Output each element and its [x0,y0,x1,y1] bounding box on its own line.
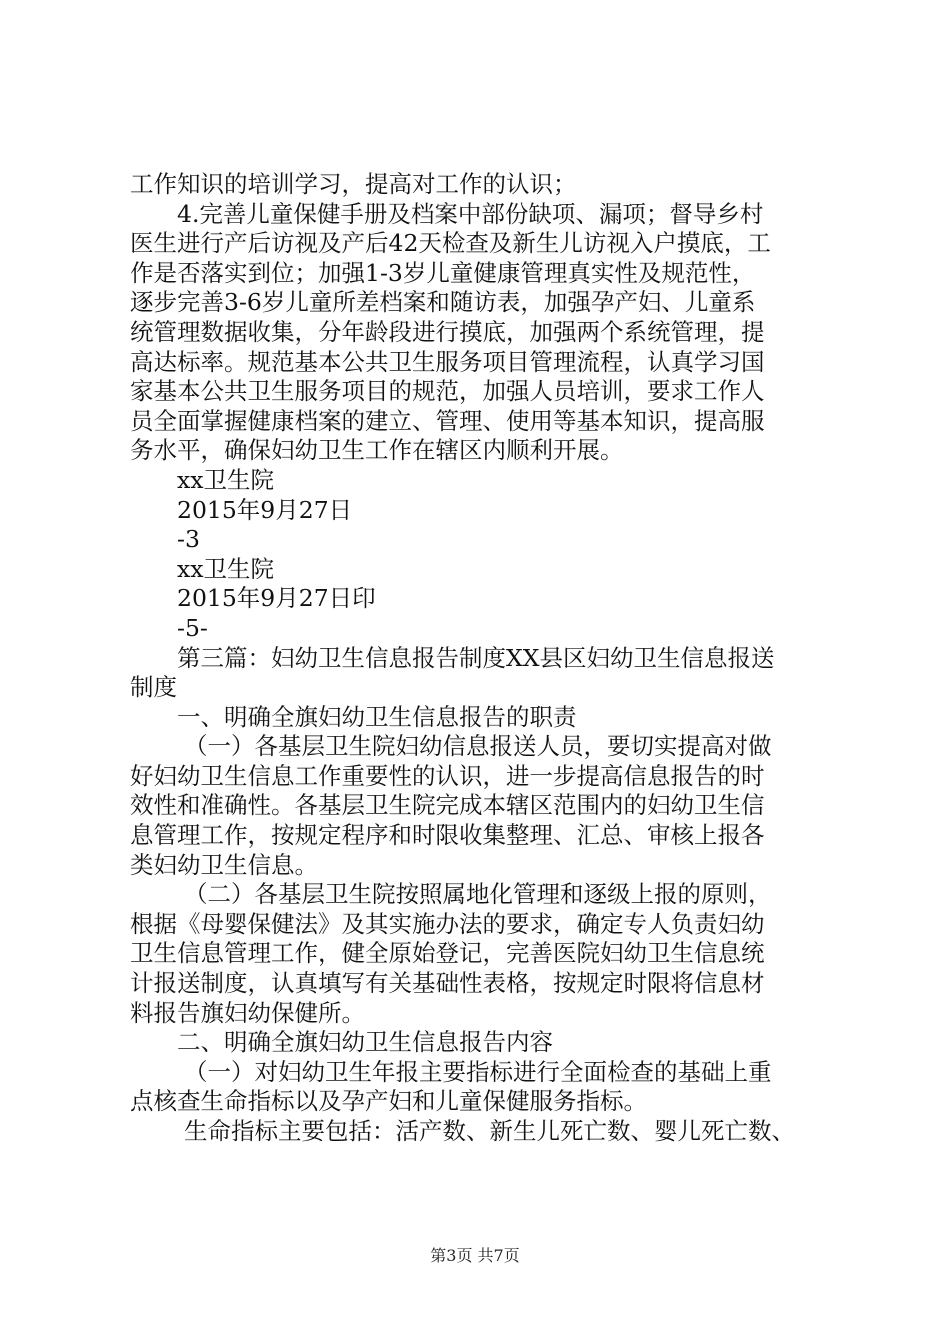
section-title: 第三篇：妇幼卫生信息报告制度XX县区妇幼卫生信息报送 [177,643,775,672]
text-line: 计报送制度，认真填写有关基础性表格，按规定时限将信息材 [130,969,765,998]
text-line: 务水平，确保妇幼卫生工作在辖区内顺利开展。 [130,436,624,465]
text-line: 点核查生命指标以及孕产妇和儿童保健服务指标。 [130,1087,647,1116]
text-line: 效性和准确性。各基层卫生院完成本辖区范围内的妇幼卫生信 [130,791,765,820]
text-line: 员全面掌握健康档案的建立、管理、使用等基本知识，提高服 [130,406,765,435]
text-line: （一）对妇幼卫生年报主要指标进行全面检查的基础上重 [184,1057,772,1086]
text-line: 作是否落实到位；加强1-3岁儿童健康管理真实性及规范性， [130,258,756,287]
text-line: 医生进行产后访视及产后42天检查及新生儿访视入户摸底，工 [130,229,771,258]
text-line: （二）各基层卫生院按照属地化管理和逐级上报的原则， [184,880,772,909]
page-footer: 第3页 共7页 [430,1246,520,1265]
signature-org: xx卫生院 [177,465,275,494]
page-marker: -3 [177,525,200,554]
text-line: 逐步完善3-6岁儿童所差档案和随访表，加强孕产妇、儿童系 [130,288,756,317]
text-line: 根据《母婴保健法》及其实施办法的要求，确定专人负责妇幼 [130,909,765,938]
text-line: 卫生信息管理工作，健全原始登记，完善医院妇幼卫生信息统 [130,939,765,968]
signature-org: xx卫生院 [177,554,275,583]
signature-date: 2015年9月27日 [177,495,353,524]
text-line: 好妇幼卫生信息工作重要性的认识，进一步提高信息报告的时 [130,761,765,790]
section-title: 制度 [130,673,177,702]
heading: 二、明确全旗妇幼卫生信息报告内容 [177,1028,553,1057]
text-line: 工作知识的培训学习，提高对工作的认识； [130,170,577,198]
text-line: 4.完善儿童保健手册及档案中部份缺项、漏项；督导乡村 [177,199,764,228]
page-marker: -5- [177,613,208,642]
document-body [130,170,835,1147]
text-line: 息管理工作，按规定程序和时限收集整理、汇总、审核上报各 [130,821,765,850]
heading: 一、明确全旗妇幼卫生信息报告的职责 [177,702,577,731]
text-line: 统管理数据收集，分年龄段进行摸底，加强两个系统管理，提 [130,317,765,346]
text-line: 类妇幼卫生信息。 [130,850,318,879]
text-line: 料报告旗妇幼保健所。 [130,998,365,1027]
signature-date: 2015年9月27日印 [177,584,376,613]
text-line: 家基本公共卫生服务项目的规范，加强人员培训，要求工作人 [130,377,765,406]
text-line: 生命指标主要包括：活产数、新生儿死亡数、婴儿死亡数、 [184,1117,795,1145]
text-line: （一）各基层卫生院妇幼信息报送人员，要切实提高对做 [184,732,772,761]
text-line: 高达标率。规范基本公共卫生服务项目管理流程，认真学习国 [130,347,765,376]
